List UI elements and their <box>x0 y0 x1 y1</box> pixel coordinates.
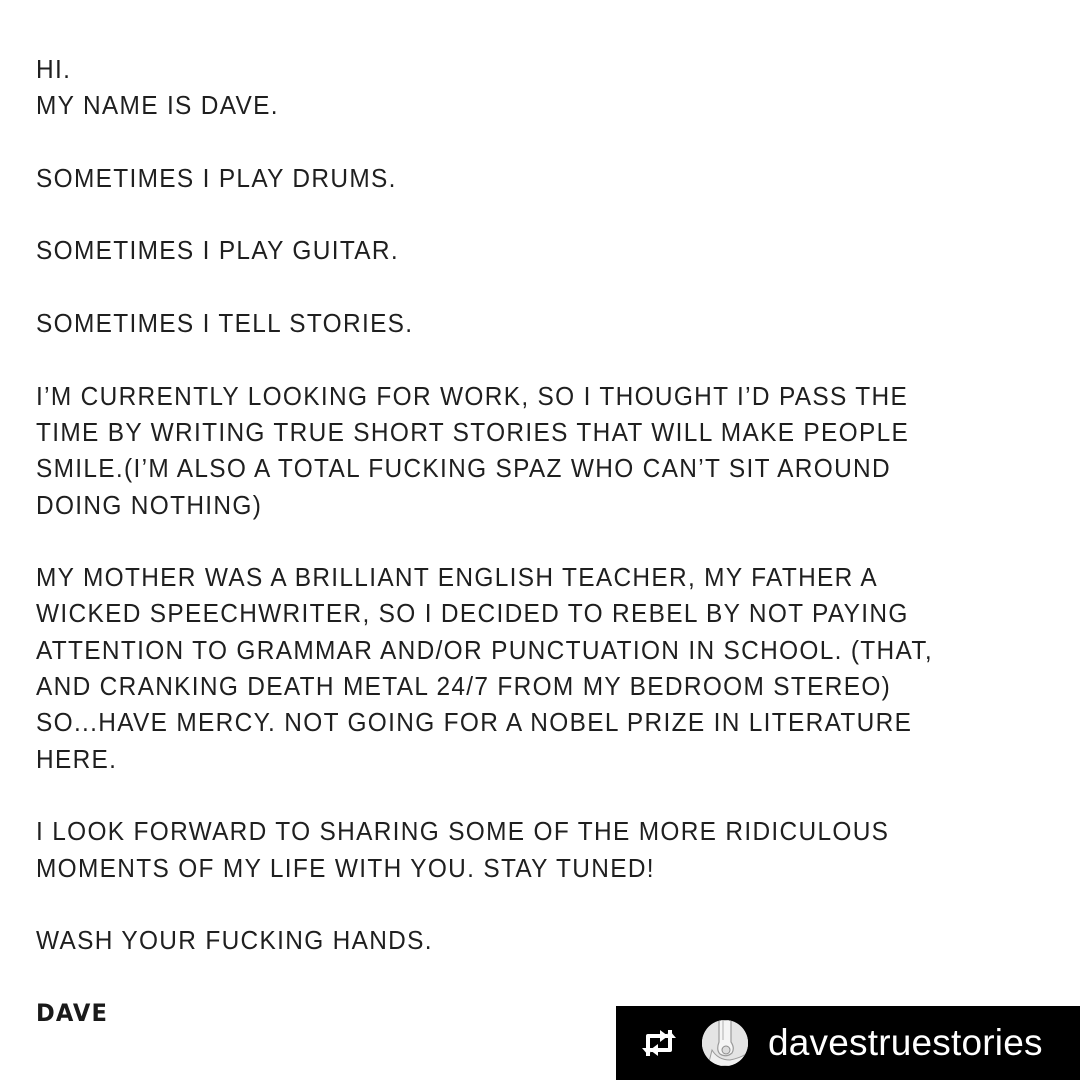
repost-username[interactable]: davestruestories <box>768 1022 1043 1063</box>
paragraph <box>36 232 985 268</box>
paragraph <box>36 559 985 777</box>
paragraph <box>36 305 985 341</box>
paragraph <box>36 378 985 523</box>
text-line: MY NAME IS DAVE. <box>36 90 279 121</box>
text-line: AND CRANKING DEATH METAL 24/7 FROM MY BEDROOM STEREO) <box>36 671 892 702</box>
xray-ankle-avatar[interactable] <box>702 1020 748 1066</box>
text-line: I’M CURRENTLY LOOKING FOR WORK, SO I THOUGHT I’D PASS THE <box>36 380 909 411</box>
text-line: MOMENTS OF MY LIFE WITH YOU. STAY TUNED! <box>36 852 655 883</box>
paragraph-gap <box>36 269 985 305</box>
text-line: TIME BY WRITING TRUE SHORT STORIES THAT WILL MAKE PEOPLE <box>36 416 910 447</box>
signature: DAVE <box>36 998 109 1027</box>
text-line: MY MOTHER WAS A BRILLIANT ENGLISH TEACHER, MY FATHER A <box>36 562 879 593</box>
text-line: WASH YOUR FUCKING HANDS. <box>36 925 433 956</box>
text-line: SMILE.(I’M ALSO A TOTAL FUCKING SPAZ WHO CAN’T SIT AROUND <box>36 453 891 484</box>
text-line: ATTENTION TO GRAMMAR AND/OR PUNCTUATION IN SCHOOL. (THAT, <box>36 634 933 665</box>
text-line: I LOOK FORWARD TO SHARING SOME OF THE MORE RIDICULOUS <box>36 816 890 847</box>
paragraph <box>36 813 985 886</box>
text-line: DOING NOTHING) <box>36 489 263 520</box>
text-line: SOMETIMES I PLAY GUITAR. <box>36 235 399 266</box>
paragraph-gap <box>36 124 985 160</box>
text-line: SO...HAVE MERCY. NOT GOING FOR A NOBEL PRIZE IN LITERATURE <box>36 707 913 738</box>
paragraph-gap <box>36 886 985 922</box>
repost-badge[interactable] <box>616 1006 1080 1080</box>
paragraph-gap <box>36 341 985 377</box>
paragraph-gap <box>36 523 985 559</box>
text-line: SOMETIMES I PLAY DRUMS. <box>36 162 397 193</box>
paragraph-gap <box>36 777 985 813</box>
text-line: SOMETIMES I TELL STORIES. <box>36 308 414 339</box>
paragraph <box>36 922 985 958</box>
paragraph-gap <box>36 958 985 994</box>
letter-body <box>36 51 985 1031</box>
paragraph-gap <box>36 196 985 232</box>
text-line: WICKED SPEECHWRITER, SO I DECIDED TO REBEL BY NOT PAYING <box>36 598 909 629</box>
text-line: HI. <box>36 54 72 84</box>
repost-icon <box>638 1028 680 1058</box>
paragraph <box>36 51 985 124</box>
text-line: HERE. <box>36 743 118 774</box>
paragraph <box>36 160 985 196</box>
